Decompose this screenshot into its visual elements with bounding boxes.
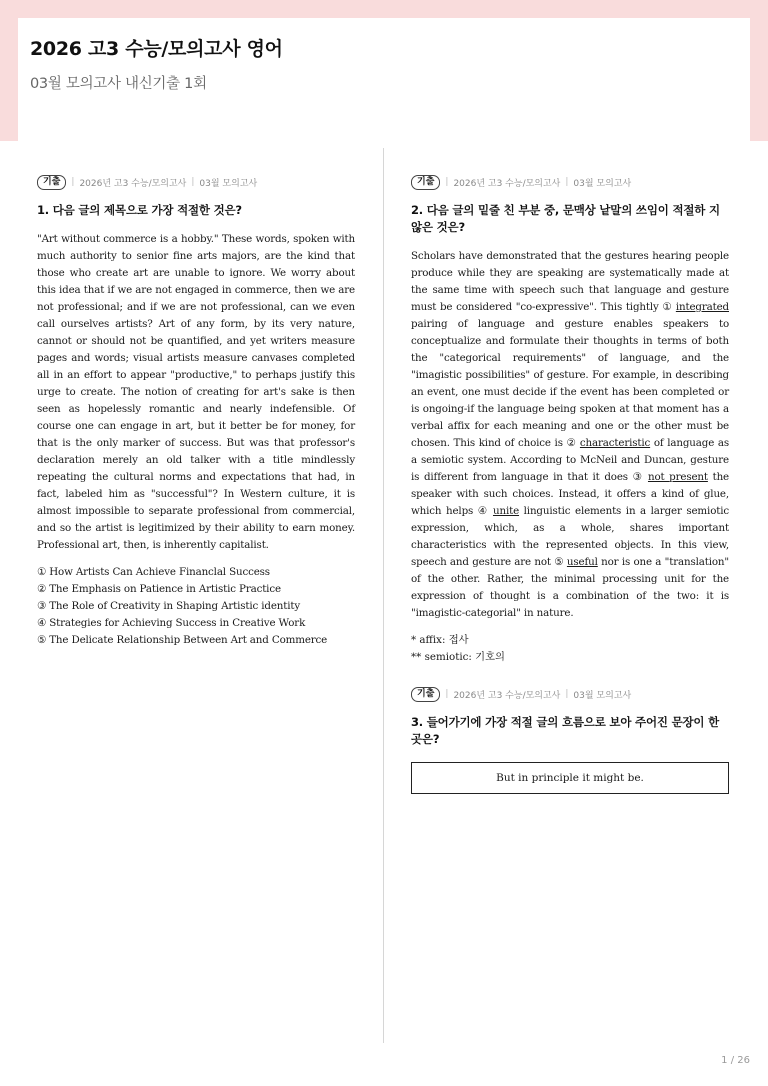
choice-1[interactable]: ① How Artists Can Achieve Financlal Success <box>37 566 270 578</box>
tag-separator: | <box>71 177 75 187</box>
choice-4[interactable]: ④ Strategies for Achieving Success in Creative Work <box>37 617 306 629</box>
passage-text: linguistic elements in a larger semiotic expression, which, as a whole, shares important characteristics with the represented objects. In this view, speech and gesture are not ⑤ <box>411 505 729 568</box>
choice-5[interactable]: ⑤ The Delicate Relationship Between Art and Commerce <box>37 634 328 646</box>
tag-separator: | <box>191 177 195 187</box>
underlined-word-1: integrated <box>675 301 729 313</box>
tag-separator: | <box>565 177 569 187</box>
source-badge: 기출 <box>411 175 440 190</box>
choice-3[interactable]: ③ The Role of Creativity in Shaping Artistic identity <box>37 600 301 612</box>
question-1-title: 1. 다음 글의 제목으로 가장 적절한 것은? <box>37 203 242 217</box>
question-1-choices <box>37 564 355 649</box>
underlined-word-2: characteristic <box>579 437 651 449</box>
page-subtitle: 03월 모의고사 내신기출 1회 <box>30 76 207 92</box>
page-number: 1 / 26 <box>721 1055 750 1066</box>
question-3-title: 3. 들어가기에 가장 적절 글의 흐름으로 보아 주어진 문장이 한 곳은? <box>411 715 720 746</box>
given-sentence: But in principle it might be. <box>496 772 644 784</box>
footnotes <box>411 632 729 666</box>
right-column <box>411 174 729 794</box>
tag-separator: | <box>565 689 569 699</box>
passage-text: the speaker with such choices. Instead, it offers a kind of glue, which helps ④ <box>411 471 729 517</box>
source-badge: 기출 <box>37 175 66 190</box>
tag-separator: | <box>445 689 449 699</box>
page-title: 2026 고3 수능/모의고사 영어 <box>30 38 283 60</box>
underlined-word-5: useful <box>566 556 598 568</box>
passage-text: of language as a semiotic system. According to McNeil and Duncan, gesture is different from language in that it does ③ <box>411 437 729 483</box>
left-column <box>37 174 355 649</box>
tag-source: 2026년 고3 수능/모의고사 <box>79 178 187 189</box>
tag-source: 2026년 고3 수능/모의고사 <box>453 178 561 189</box>
given-sentence-box <box>411 762 729 794</box>
tag-exam: 03월 모의고사 <box>199 178 258 189</box>
passage-text: pairing of language and gesture enables speakers to conceptualize and formulate their thoughts in terms of both the "categorical requirements" of language, and the "imagistic possibilities" of gesture. For example, in describing an event, one must decide if the event has been completed or is ongoing-if the language being spoken at that moment has a verbal affix for each meaning and one or the other must be chosen. This kind of choice is ② <box>411 318 729 449</box>
question-tag <box>411 686 729 702</box>
source-badge: 기출 <box>411 687 440 702</box>
footnote-affix: * affix: 접사 <box>411 634 469 646</box>
tag-exam: 03월 모의고사 <box>573 690 632 701</box>
column-divider <box>383 148 384 1043</box>
question-1-passage: "Art without commerce is a hobby." These words, spoken with much authority to senior fine arts majors, are the kind that those who create art are unable to ignore. We worry about this idea that if we are not engaged in commerce, then we are not professional; and if we are not professional, can we even call ourselves artists? Art of any form, by its very nature, cannot or should not be quantified, and yet writers measure pages and words; visual artists measure canvases completed all in an effort to appear "productive," to perhaps justify this urge to create. The notion of creating for art's sake is then seen as hopelessly romantic and nearly indefensible. Of course one can engage in art, but it better be for money, for that is the only marker of success. But was that professor's declaration merely an old talker with a title mindlessly repeating the cultural norms and expectations that had, in fact, labeled him as "successful"? In Western culture, it is almost impossible to separate professional from commercial, and so the artist is legitimized by their ability to earn money. Professional art, then, is inherently capitalist. <box>37 233 355 551</box>
question-2-passage <box>411 248 729 622</box>
tag-exam: 03월 모의고사 <box>573 178 632 189</box>
question-tag <box>37 174 355 190</box>
choice-2[interactable]: ② The Emphasis on Patience in Artistic Practice <box>37 583 281 595</box>
footnote-semiotic: ** semiotic: 기호의 <box>411 651 505 663</box>
tag-source: 2026년 고3 수능/모의고사 <box>453 690 561 701</box>
tag-separator: | <box>445 177 449 187</box>
question-3 <box>411 686 729 794</box>
underlined-word-4: unite <box>492 505 520 517</box>
question-2-title: 2. 다음 글의 밑줄 친 부분 중, 문맥상 낱말의 쓰임이 적절하 지 않은 것은? <box>411 203 720 234</box>
underlined-word-3: not present <box>647 471 708 483</box>
question-tag <box>411 174 729 190</box>
passage-text: Scholars have demonstrated that the gestures hearing people produce while they are speaking are systematically made at the same time with speech such that language and gesture must be considered "co-expressive". This tightly ① <box>411 250 729 313</box>
passage-text: nor is one a "translation" of the other. Rather, the minimal processing unit for the expression of thought is a combination of the two: it is "imagistic-categorial" in nature. <box>411 556 729 619</box>
